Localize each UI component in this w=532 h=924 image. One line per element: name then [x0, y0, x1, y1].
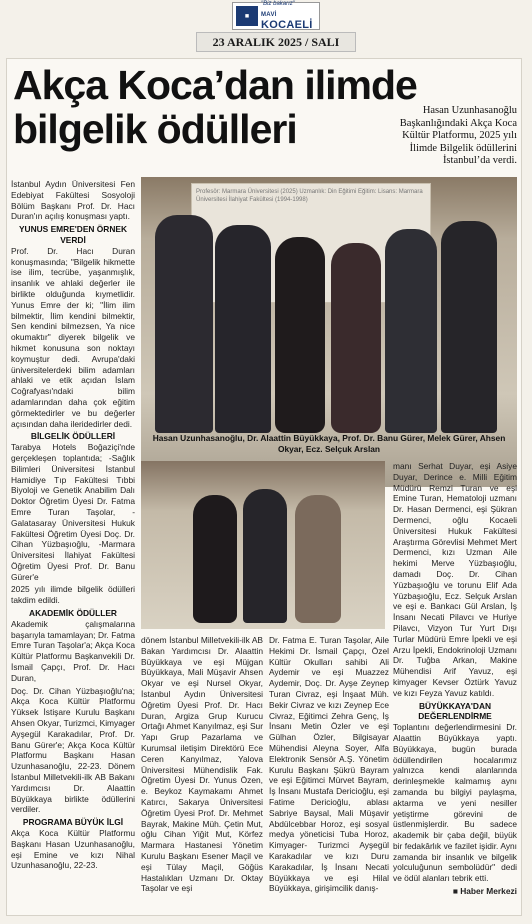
paragraph: Akademik çalışmalarına başarıyla tamamlayan; Dr. Fatma Emre Turan Taşolar'a; Akça Koca Kültür Platformu Başkanvekili Dr. İsmail Çapçı, Prof. Dr. Hacı Duran, [11, 618, 135, 683]
newspaper-logo [232, 2, 320, 30]
award-photo [141, 461, 385, 629]
photo1-caption: Hasan Uzunhasanoğlu, Dr. Alaattin Büyükkaya, Prof. Dr. Banu Gürer, Melek Gürer, Ahsen Okyar, Ecz. Selçuk Arslan [152, 433, 506, 454]
banner-text: Profesör: Marmara Üniversitesi (2025) Uzmanlık: Din Eğitimi Eğitim: Lisans: Marmara Üniversitesi İlahiyat Fakültesi (1994-1998) [196, 189, 423, 203]
paragraph: Prof. Dr. Hacı Duran konuşmasında; "Bilgelik hikmette ise ilim, tecrübe, yaşanmışlık, insanlık ve ahlaki değerler ile birlikte olduğunda kıymetlidir. Yunus Emre der ki; "İlim ilim bilmektir, İlim kendini bilmektir, Sen kendini bilmezsen, Ya nice okumaktır" diyerek bilgelik ve hikmet konusuna son noktayı koymuştur dedi. Avrupa'daki üniversitelerdeki bilim adamları ahlaki ve etik açıdan İslam Coğrafyası'ndaki bilim adamlarından daha çok eğitim görmektedirler ve bu değerler açısından daha ileridedirler dedi. [11, 245, 135, 429]
headline-line-2: bilgelik ödülleri [13, 106, 297, 152]
subheading: BİLGELİK ÖDÜLLERİ [30, 431, 116, 442]
paragraph: manı Serhat Duyar, eşi Asiye Duyar, Derince e. Milli Eğitim Müdürü Remzi Turan ve eşi Emine Turan, Hematoloji uzmanı Dr. Hasan Dermenci, eşi Şükran Dermenci, oğlu Kocaeli Üniversitesi Hukuk Fakültesi Araştırma Görevlisi Mehmet Mert Dermenci, kızı Uzman Aile hekimi Merve Yüzbaşıoğlu, damadı Doç. Dr. Cihan Yüzbaşıoğlu ve torunu Elif Ada Yüzbaşıoğlu, Ecz. Selçuk Arslan ve eşi e. Bankacı Gül Arslan, İş İnsanı Necati Pilavcı ve Huriye Pilavcı, Vizyon Tur Yurt Dışı Turlar Müdürü Emre İpekli ve eşi Arzu İpekli, Endokrinoloji Uzmanı Dr. Tuğba Arkan, Makine Mühendisi Arif Yavuz, eşi kimyager Kevser Öztürk Yavuz ve kızı Feyza Yavuz katıldı. [393, 461, 517, 698]
person-figure [295, 495, 341, 623]
credit: Haber Merkezi [460, 886, 517, 897]
subheading: PROGRAMA BÜYÜK İLGİ [22, 817, 124, 828]
square-bullet-icon: ■ [452, 886, 461, 897]
person-figure [331, 243, 381, 433]
person-figure [155, 215, 213, 433]
right-middle-column [269, 635, 389, 896]
paragraph: dönem İstanbul Milletvekili-ilk AB Bakan Yardımcısı Dr. Alaattin Büyükkaya ve eşi Müjgan Büyükkaya, Mali Müşavir Ahsen Okyar ve eşi Nursel Okyar, İstanbul Aydın Üniversitesi Öğretim Üyesi Prof. Dr. Hacı Duran, Argiza Grup Kurucu Ortağı Ahmet Kanyılmaz, eşi Sur Yapı Grup Pazarlama ve Kurumsal iletişim Direktörü Ece Ceren Kanyılmaz, Yalova Üniversitesi Mühendislik Fak. Öğretim Üyesi Dr. Yunus Özen, e. Beykoz Kaymakamı Ahmet Katırcı, Sakarya Üniversitesi Öğretim Üyesi Prof. Dr. Mehmet Bayrak, Makine Müh. Çetin Mut, oğlu Cihan Yiğit Mut, Körfez Marmara Hastanesi Yönetim Kurulu Başkanı Esener Maçil ve eşi Tülay Maçil, Göğüs Hastalıkları Uzmanı Dr. Oktay Taşolar ve eşi [141, 635, 263, 894]
article-deck: Hasan Uzunhasanoğlu Başkanlığındaki Akça Koca Kültür Platformu, 2025 yılı İlimde Bilgelik ödüllerini İstanbul’da verdi. [399, 105, 517, 166]
person-figure [275, 237, 325, 433]
issue-date: 23 ARALIK 2025 / SALI [196, 32, 356, 52]
paragraph: Tarabya Hotels Boğaziçi'nde gerçekleşen toplantıda; -Sağlık Bilimleri Üniversitesi İstanbul Hamidiye Tıp Fakültesi Tıbbi Biyoloji ve Genetik Anabilim Dalı Doktor Öğretim Üyesi Dr. Fatma Emre Turan Taşolar, -Galatasaray Üniversitesi Hukuk Fakültesi Öğretim Üyesi Doç. Dr. Cihan Yüzbaşıoğlu, -Marmara Üniversitesi İlahiyat Fakültesi Öğretim Üyesi Prof. Dr. Banu Gürer'e [11, 442, 135, 582]
subheading: YUNUS EMRE'DEN ÖRNEK VERDİ [18, 224, 128, 245]
paragraph: 2025 yılı ilimde bilgelik ödülleri takdim edildi. [11, 584, 135, 606]
logo-prefix: MAVİ [261, 12, 277, 18]
logo-emblem-icon: ■ [236, 6, 258, 26]
paragraph: Dr. Fatma E. Turan Taşolar, Aile Hekimi Dr. İsmail Çapçı, Özel Kültür Okulları sahibi Ali Aydemir ve eşi Muazzez Aydemir, Doç. Dr. Ayşe Zeynep Turan Civraz, eşi İnşaat Müh. Bekir Civraz ve kızı Zeynep Ece Civraz, Eğitimci Zehra Genç, İş İnsanı Metin Özler ve eşi Gülhan Özler, Bilgisayar Mühendisi Aleyna Soyer, Alfa Elektronik Sensör A.Ş. Yönetim Kurulu Başkanı Şükrü Bayram ve eşi Eğitimci Mürvet Bayram, İş İnsanı Mustafa Dericioğlu, eşi Fatime Dericioğlu, ablası Sabriye Baysal, Mali Müşavir Abdülcebbar Horoz, eşi sosyal medya yöneticisi Tuba Horoz, Kimyager- Turizmci Ayşegül Karakadılar ve kızı Duru Karakadılar, İş İnsanı Necati Büyükkaya ve eşi Hilal Büyükkaya, girişimcilik danış- [269, 635, 389, 894]
paragraph: İstanbul Aydın Üniversitesi Fen Edebiyat Fakültesi Sosyoloji Bölüm Başkanı Prof. Dr. Hacı Duran'ın açılış konuşması yaptı. [11, 179, 135, 222]
byline [393, 886, 517, 897]
paragraph: Toplantını değerlendirmesini Dr. Alaattin Büyükkaya yaptı. Büyükkaya, bugün burada ödüllendirilen hocalarımız yalnızca kendi alanlarında derinleşmekle kalmamış aynı zamanda bu bilgiyi paylaşma, aktarma ve yeni nesiller yetiştirme görevini de üstlenmişlerdir. Bu sadece akademik bir çaba değil, büyük bir fedakârlık ve fazilet işidir. Aynı zamanda bir insanlık ve bilgelik yolculuğunun sembolüdür" dedi ve ödül alanları tebrik etti. [393, 722, 517, 884]
middle-column [141, 635, 263, 896]
person-figure [215, 225, 271, 433]
subheading: AKADEMİK ÖDÜLLER [29, 608, 117, 619]
headline-line-1: Akça Koca’dan ilimde [13, 62, 417, 108]
subheading: BÜYÜKKAYA'DAN DEĞERLENDİRME [418, 700, 492, 722]
paragraph: Doç. Dr. Cihan Yüzbaşıoğlu'na; Akça Koca Kültür Platformu Yüksek İstişare Kurulu Başkanı Ahsen Okyar, Turizmci, Kimyager Ayşegül Karakadılar, Prof. Dr. Banu Gürer'e; Akça Koca Kültür Platformu Başkanı Hasan Uzunhasanoğlu, 22-23. Dönem İstanbul Milletvekili-ilk AB Bakanı Yardımcısı Dr. Alaattin Büyükkaya birlikte ödüllerini verdiler. [11, 685, 135, 815]
person-figure [243, 489, 287, 623]
logo-tagline: "Biz bakarız" [261, 1, 295, 7]
person-figure [193, 495, 237, 623]
right-column [393, 461, 517, 899]
paragraph: Akça Koca Kültür Platformu Başkanı Hasan Uzunhasanoğlu, eşi Emine ve kızı Nihal Uzunhasanoğlu, 22-23. [11, 828, 135, 871]
article-clipping [6, 58, 522, 916]
masthead [196, 2, 356, 54]
person-figure [441, 221, 497, 433]
left-column [11, 179, 135, 873]
person-figure [385, 229, 437, 433]
logo-name: KOCAELİ [261, 19, 313, 31]
